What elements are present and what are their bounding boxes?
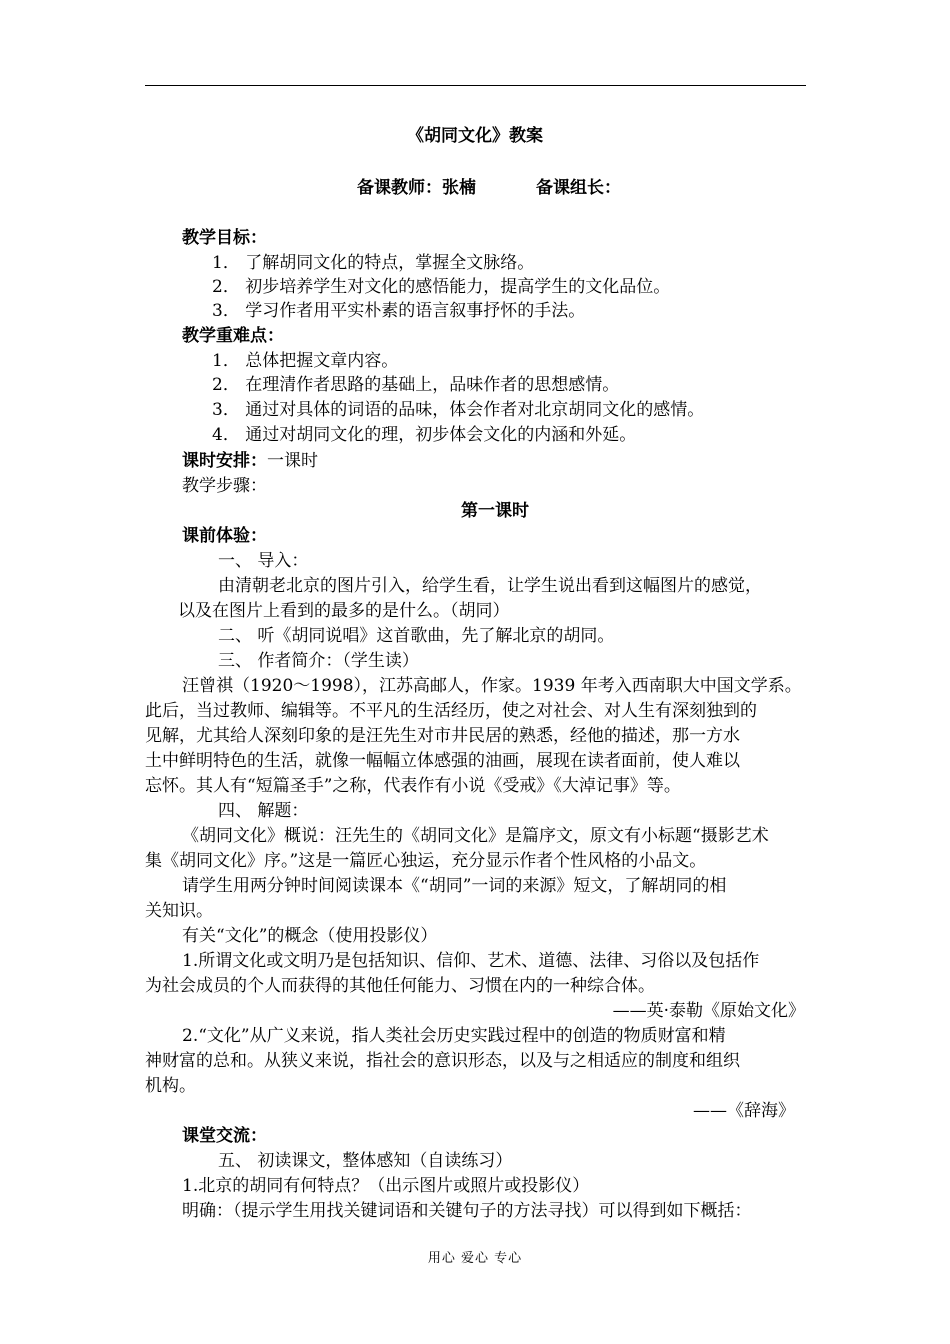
goal-item: 1． 了解胡同文化的特点，掌握全文脉络。 [212,253,535,273]
explain-line: 《胡同文化》概说：汪先生的《胡同文化》是篇序文，原文有小标题“摄影艺术 [182,826,769,846]
focus-item: 3． 通过对具体的词语的品味，体会作者对北京胡同文化的感情。 [212,400,705,420]
definition-line: 2.“文化”从广义来说，指人类社会历史实践过程中的创造的物质财富和精 [182,1026,726,1046]
author-line: 土中鲜明特色的生活，就像一幅幅立体感强的油画，展现在读者面前，使人难以 [145,751,740,771]
concept-heading: 有关“文化”的概念（使用投影仪） [182,926,438,946]
definition-line: 为社会成员的个人而获得的其他任何能力、习惯在内的一种综合体。 [145,976,655,996]
schedule-value: 一课时 [267,451,318,471]
question-line: 1.北京的胡同有何特点？（出示图片或照片或投影仪） [182,1176,590,1196]
focus-item: 1． 总体把握文章内容。 [212,351,399,371]
clarify-line: 明确：（提示学生用找关键词语和关键句子的方法寻找）可以得到如下概括： [182,1201,752,1221]
definition-source: ——《辞海》 [693,1101,795,1121]
explain-line: 集《胡同文化》序。”这是一篇匠心独运，充分显示作者个性风格的小品文。 [145,851,707,871]
goals-heading: 教学目标： [182,228,267,248]
class-heading: 课堂交流： [182,1126,267,1146]
pre-class-heading: 课前体验： [182,526,267,546]
schedule-label: 课时安排： [182,451,267,471]
step-two: 二、 听《胡同说唱》这首歌曲，先了解北京的胡同。 [218,626,615,646]
definition-line: 机构。 [145,1076,196,1096]
step-one: 一、 导入： [218,551,309,571]
teacher-line: 备课教师：张楠 [357,178,476,198]
author-line: 此后，当过教师、编辑等。不平凡的生活经历，使之对社会、对人生有深刻独到的 [145,701,757,721]
steps-label: 教学步骤： [182,476,267,496]
paragraph-line: 由清朝老北京的图片引入，给学生看，让学生说出看到这幅图片的感觉， [218,576,762,596]
page-title: 《胡同文化》教案 [407,126,543,146]
read-line: 请学生用两分钟时间阅读课本《“胡同”一词的来源》短文，了解胡同的相 [182,876,727,896]
focus-item: 4． 通过对胡同文化的理，初步体会文化的内涵和外延。 [212,425,637,445]
focus-item: 2． 在理清作者思路的基础上，品味作者的思想感情。 [212,375,620,395]
leader-line: 备课组长： [536,178,621,198]
goal-item: 2． 初步培养学生对文化的感悟能力，提高学生的文化品位。 [212,277,671,297]
paragraph-line: 以及在图片上看到的最多的是什么。（胡同） [178,601,510,621]
read-line: 关知识。 [145,901,213,921]
definition-line: 神财富的总和。从狭义来说，指社会的意识形态，以及与之相适应的制度和组织 [145,1051,740,1071]
lesson-heading: 第一课时 [461,501,529,521]
goal-item: 3． 学习作者用平实朴素的语言叙事抒怀的手法。 [212,301,586,321]
author-line: 忘怀。其人有“短篇圣手”之称，代表作有小说《受戒》《大淖记事》等。 [145,776,681,796]
page-footer: 用心 爱心 专心 [427,1251,523,1266]
author-line: 见解，尤其给人深刻印象的是汪先生对市井民居的熟悉，经他的描述，那一方水 [145,726,740,746]
author-line: 汪曾祺（1920～1998），江苏高邮人，作家。1939 年考入西南职大中国文学系。 [182,676,802,696]
definition-source: ——英·泰勒《原始文化》 [612,1001,805,1021]
definition-line: 1.所谓文化或文明乃是包括知识、信仰、艺术、道德、法律、习俗以及包括作 [182,951,760,971]
step-five: 五、 初读课文，整体感知（自读练习） [218,1151,513,1171]
header-rule [145,85,806,86]
step-three: 三、 作者简介：（学生读） [218,651,419,671]
schedule-line [182,449,318,473]
focus-heading: 教学重难点： [182,326,284,346]
step-four: 四、 解题： [218,801,309,821]
